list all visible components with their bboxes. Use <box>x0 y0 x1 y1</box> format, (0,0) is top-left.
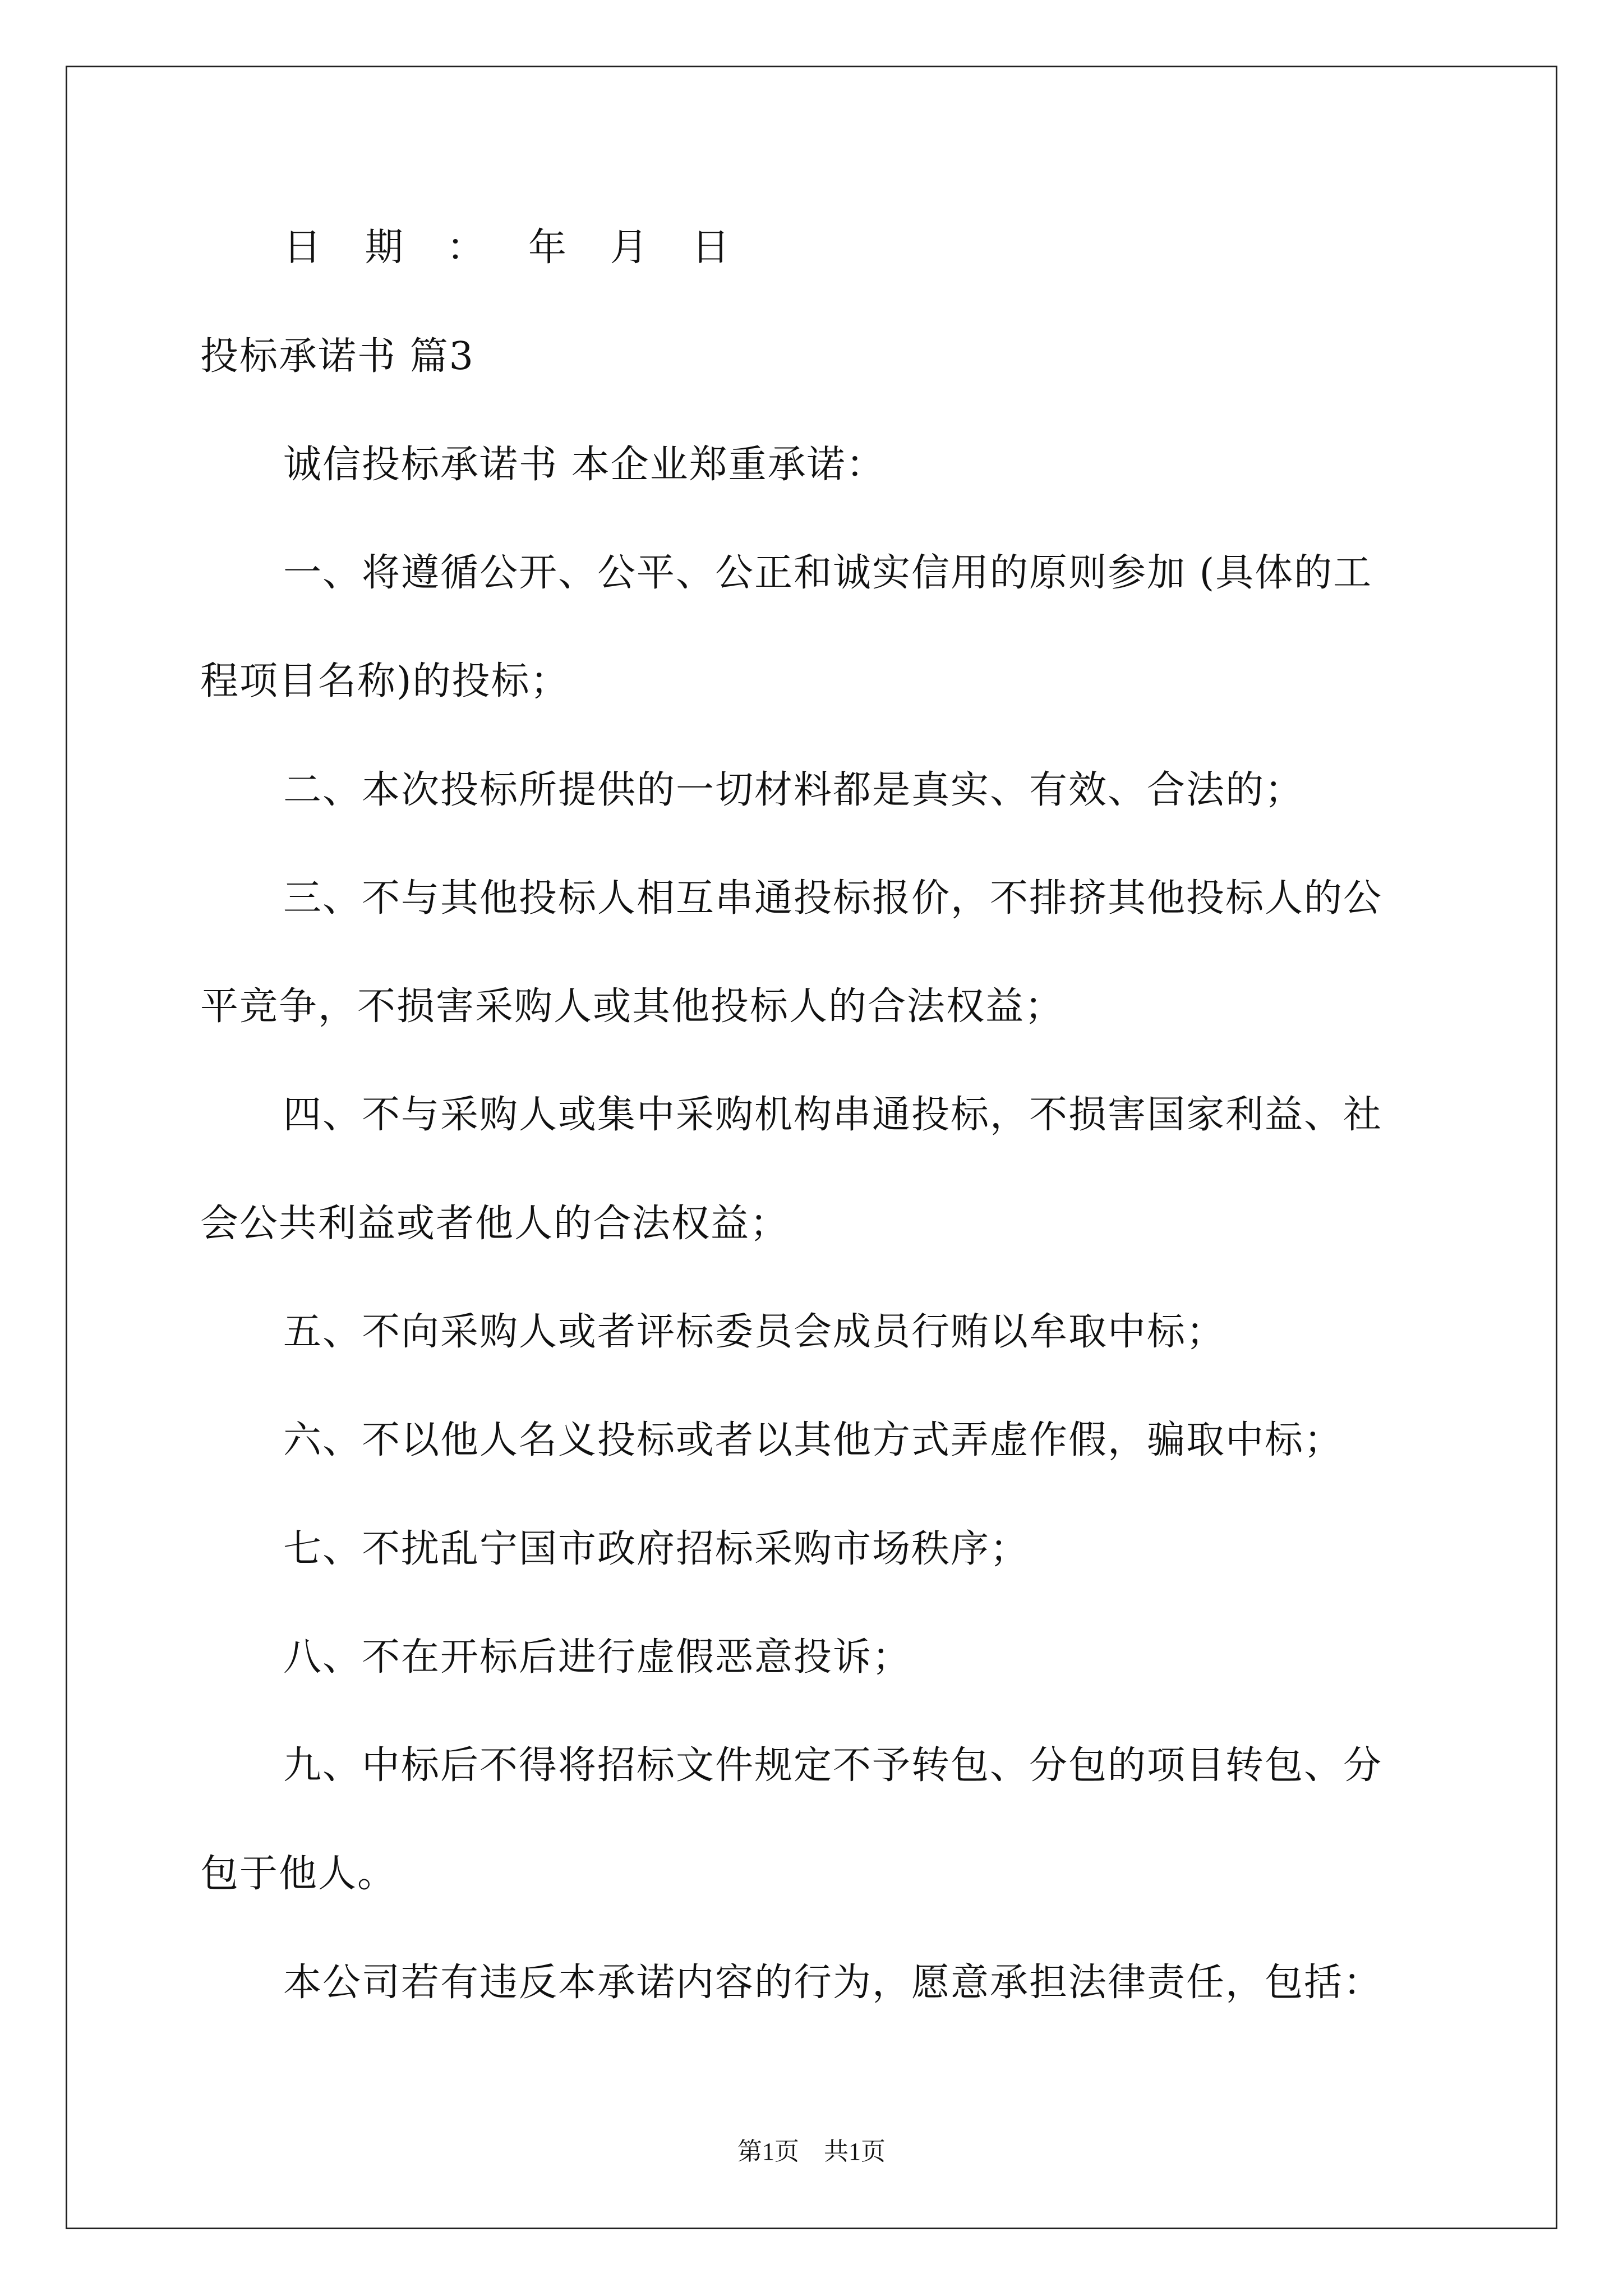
intro-paragraph: 诚信投标承诺书 本企业郑重承诺： <box>283 443 886 487</box>
item-2-line-1: 二、本次投标所提供的一切材料都是真实、有效、合法的； <box>283 768 1304 812</box>
closing-paragraph: 本公司若有违反本承诺内容的行为，愿意承担法律责任，包括： <box>283 1961 1383 2005</box>
item-7-line-1: 七、不扰乱宁国市政府招标采购市场秩序； <box>283 1527 1030 1571</box>
item-5-line-1: 五、不向采购人或者评标委员会成员行贿以牟取中标； <box>283 1310 1226 1354</box>
item-1-line-1: 一、将遵循公开、公平、公正和诚实信用的原则参加 (具体的工 <box>283 551 1373 595</box>
item-6-line-1: 六、不以他人名义投标或者以其他方式弄虚作假，骗取中标； <box>283 1418 1344 1462</box>
item-3-line-2: 平竞争，不损害采购人或其他投标人的合法权益； <box>200 984 1064 1029</box>
item-1-line-2: 程项目名称)的投标； <box>200 659 570 703</box>
page-number-footer: 第1页 共1页 <box>737 2138 886 2165</box>
item-8-line-1: 八、不在开标后进行虚假恶意投诉； <box>283 1635 912 1680</box>
item-9-line-2: 包于他人。 <box>200 1852 397 1896</box>
item-4-line-2: 会公共利益或者他人的合法权益； <box>200 1202 790 1246</box>
date-line: 日 期 ： 年 月 日 <box>283 226 746 270</box>
section-title: 投标承诺书 篇3 <box>200 334 474 379</box>
item-4-line-1: 四、不与采购人或集中采购机构串通投标，不损害国家利益、社 <box>283 1093 1383 1137</box>
page-border <box>66 66 1557 2229</box>
item-9-line-1: 九、中标后不得将招标文件规定不予转包、分包的项目转包、分 <box>283 1743 1383 1788</box>
item-3-line-1: 三、不与其他投标人相互串通投标报价，不排挤其他投标人的公 <box>283 876 1383 921</box>
